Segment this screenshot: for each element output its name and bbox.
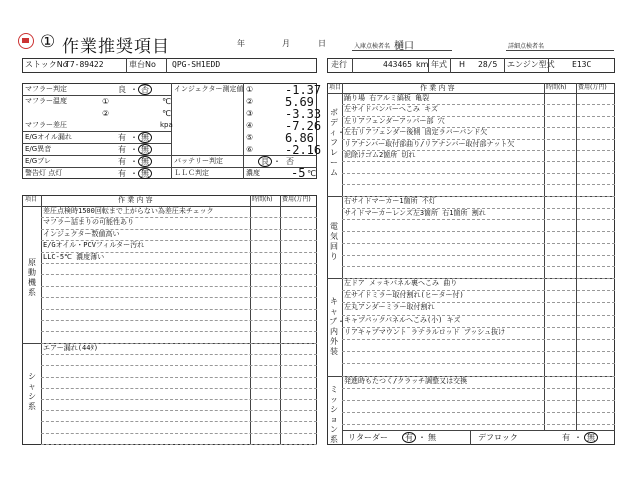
row-divider (342, 255, 615, 256)
stock-label: ストックNo (25, 60, 68, 69)
day-label: 日 (318, 39, 326, 48)
inspector-label: 入庫点検者名 (354, 43, 391, 50)
row-divider (342, 173, 615, 174)
retarder-none[interactable]: 無 (428, 433, 436, 442)
section-cab: キャブ・内外装 (329, 297, 345, 356)
inj-val-3: -3.33 (285, 107, 322, 121)
temp-1-unit: ℃ (162, 97, 171, 106)
inj-num-3: ③ (246, 109, 254, 118)
oil-leak-label: E/Gオイル漏れ (25, 133, 72, 141)
month-label: 月 (282, 39, 290, 48)
warning-yes[interactable]: 有 (118, 169, 126, 178)
year-label: 年 (237, 39, 245, 48)
separator-dot: ・ (418, 433, 426, 442)
work-item: 泥除けゴム2箇所 切れ (344, 151, 416, 159)
temp-1-num: ① (102, 97, 110, 106)
row-divider (342, 243, 615, 244)
work-item: 差圧点検時1500回転まで上がらない為差圧未チェック (43, 207, 214, 215)
work-item: マフラー詰まりの可能性あり (43, 218, 134, 227)
era: H (459, 60, 466, 69)
row-divider (342, 351, 615, 352)
muffler-judge-label: マフラー判定 (25, 85, 67, 93)
stock-value: T7-89422 (65, 60, 104, 69)
injector-label: インジェクター測定値 (174, 85, 244, 93)
section-mission: ミッション系 (330, 385, 338, 444)
kpa-unit: kpa (160, 121, 173, 129)
work-item: 発進時もたつく/クラッチ調整又は交換 (344, 377, 468, 385)
inj-num-2: ② (246, 97, 254, 106)
row-divider (41, 433, 317, 434)
mileage-unit: km (416, 60, 429, 69)
row-divider (41, 399, 317, 400)
row-divider (342, 231, 615, 232)
row-divider (41, 309, 317, 310)
logo-icon (18, 33, 34, 49)
inj-val-1: -1.37 (285, 83, 322, 97)
col-item: 項目 (25, 196, 38, 203)
detail-inspector-label: 詳細点検者名 (508, 43, 545, 50)
defrock-yes[interactable]: 有 (562, 433, 570, 442)
row-divider (41, 410, 317, 411)
separator-dot: ・ (130, 85, 138, 94)
section-chassis: シャシ系 (28, 372, 36, 411)
llc-label: ＬＬＣ判定 (174, 169, 209, 177)
page-title: 作業推奨項目 (62, 37, 170, 57)
work-item: 左右リアフェンダー後側 固定ラバーパンド欠 (344, 128, 488, 137)
row-divider (41, 274, 317, 275)
muffler-temp-label: マフラー温度 (25, 97, 67, 105)
work-item: 左サイドミラー取付割れ(ヒーター付) (344, 291, 464, 300)
warning-light-label: 警告灯 点灯 (25, 169, 63, 177)
inj-num-5: ⑤ (246, 133, 254, 142)
inj-num-4: ④ (246, 121, 254, 130)
row-divider (41, 377, 317, 378)
inspector-name: 樋口 (394, 41, 414, 52)
col-work: 作 業 内 容 (118, 196, 153, 204)
chassis-label: 車台No (129, 60, 156, 69)
row-divider (342, 339, 615, 340)
concentration-value: -5 (291, 166, 306, 180)
oil-leak-yes[interactable]: 有 (118, 133, 126, 142)
row-divider (342, 412, 615, 413)
row-divider (41, 263, 317, 264)
battery-no[interactable]: 否 (286, 157, 294, 166)
inj-val-2: 5.69 (285, 95, 314, 109)
retarder-yes-circled[interactable]: 有 (402, 432, 416, 443)
muffler-diff-label: マフラー差圧 (25, 121, 67, 129)
row-divider (41, 331, 317, 332)
row-divider (342, 219, 615, 220)
row-divider (41, 354, 317, 355)
work-item: LLC-5℃ 濃度薄い (43, 252, 105, 261)
col-hours: 時間(h) (252, 196, 273, 203)
warning-none-circled[interactable]: 無 (138, 168, 152, 179)
inj-val-5: 6.86 (285, 131, 314, 145)
work-item: E/Gオイル・PCVフィルター汚れ (43, 241, 145, 250)
work-item: 踊り場 右アルミ縞板 亀裂 (344, 94, 430, 102)
temp-2-num: ② (102, 109, 110, 118)
vibration-label: E/Gブレ (25, 157, 51, 165)
year-type-label: 年式 (431, 60, 447, 69)
r-col-hours: 時間(h) (546, 84, 567, 91)
row-divider (41, 297, 317, 298)
work-item: リアキャブマウント ラテラルロッド ブッシュ抜け (344, 327, 506, 336)
engine-type-value: E13C (572, 60, 592, 69)
form-number: ① (40, 32, 56, 52)
row-divider (342, 161, 615, 162)
noise-label: E/G異音 (25, 145, 52, 153)
battery-good-circled[interactable]: 良 (258, 156, 272, 167)
noise-none-circled[interactable]: 無 (138, 144, 152, 155)
vibration-yes[interactable]: 有 (118, 157, 126, 166)
row-divider (342, 424, 615, 425)
mileage-value: 443465 (383, 60, 412, 69)
work-item: 右サイドマーカー1箇所 不灯 (344, 197, 436, 205)
vibration-none-circled[interactable]: 無 (138, 156, 152, 167)
row-divider (41, 444, 317, 445)
oil-leak-none-circled[interactable]: 無 (138, 132, 152, 143)
work-item: エアー漏れ(44ﾀ) (43, 344, 99, 352)
separator-dot: ・ (273, 157, 281, 166)
section-engine: 原動機系 (28, 258, 36, 297)
work-item: キャブパックパネルへこみ(小) キズ (344, 315, 461, 324)
inj-val-6: -2.16 (285, 143, 322, 157)
concentration-unit: ℃ (307, 169, 316, 178)
engine-type-label: エンジン型式 (507, 60, 555, 69)
r-col-work: 作 業 内 容 (420, 84, 455, 92)
row-divider (342, 266, 615, 267)
separator-dot: ・ (574, 433, 582, 442)
work-item: 左ドア メッキパネル裏へこみ 曲り (344, 279, 458, 287)
row-divider (342, 400, 615, 401)
work-item: リアナンバー取付部曲り/リアナンバー取付部ナット欠 (344, 139, 515, 148)
r-col-cost: 費用(万円) (578, 84, 607, 91)
noise-yes[interactable]: 有 (118, 145, 126, 154)
row-divider (342, 184, 615, 185)
retarder-label: リターダー (348, 433, 388, 442)
battery-label: バッテリー判定 (174, 157, 223, 165)
row-divider (41, 286, 317, 287)
work-item: 左丸アンダーミラー取付割れ (344, 303, 435, 312)
year-value: 28/5 (478, 60, 498, 69)
separator-dot: ・ (130, 157, 138, 166)
temp-2-unit: ℃ (162, 109, 171, 118)
right-work-table (327, 83, 615, 445)
section-body: ボディ・フレーム (329, 108, 345, 177)
separator-dot: ・ (130, 145, 138, 154)
work-item: 左サイドバンパーへこみ キズ (344, 105, 438, 114)
col-cost: 費用(万円) (282, 196, 311, 203)
row-divider (342, 388, 615, 389)
inj-num-6: ⑥ (246, 145, 254, 154)
chassis-value: QPG-SH1EDD (172, 60, 221, 69)
inj-val-4: -7.26 (285, 119, 322, 133)
defrock-label: デフロック (478, 433, 518, 442)
r-col-item: 項目 (329, 84, 342, 91)
separator-dot: ・ (130, 169, 138, 178)
row-divider (41, 320, 317, 321)
concentration-label: 濃度 (246, 169, 260, 177)
mileage-label: 走行 (331, 60, 347, 69)
muffler-good[interactable]: 良 (118, 85, 126, 94)
work-item: サイドマーカーレンズ左3箇所 右1箇所 割れ (344, 208, 486, 217)
defrock-none-circled[interactable]: 無 (584, 432, 598, 443)
inj-num-1: ① (246, 85, 254, 94)
work-item: インジェクター数値高い (43, 229, 120, 238)
row-divider (41, 365, 317, 366)
row-divider (41, 421, 317, 422)
work-item: 左リアフェンダーアッパー部 穴 (344, 116, 445, 125)
row-divider (342, 363, 615, 364)
section-electric: 電気回り (330, 222, 338, 261)
row-divider (41, 388, 317, 389)
muffler-no-circled[interactable]: 否 (138, 84, 152, 95)
separator-dot: ・ (130, 133, 138, 142)
